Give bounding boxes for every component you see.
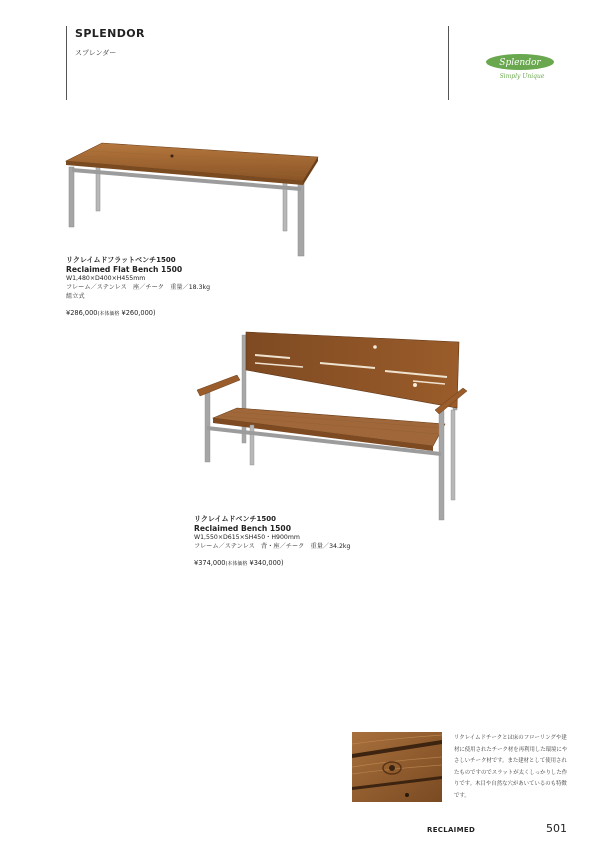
product-bench: [194, 515, 424, 569]
reclaimed-teak-closeup-image: [352, 732, 442, 802]
product-price-note: (本体価格: [97, 311, 120, 317]
product-assembly: 組立式: [66, 293, 85, 300]
bench-with-back-image: [195, 330, 475, 525]
product-price: ¥286,000: [66, 309, 98, 317]
product-price-base: ¥340,000): [249, 559, 284, 567]
product-dimensions: W1,480×D400×H455mm: [66, 275, 146, 282]
product-dimensions: W1,550×D615×SH450・H900mm: [194, 534, 300, 541]
header-divider-left: [66, 26, 67, 100]
header-divider-right: [448, 26, 449, 100]
product-name-ja: リクレイムドベンチ1500: [194, 515, 276, 523]
product-name-en: Reclaimed Bench 1500: [194, 524, 292, 533]
product-price-base: ¥260,000): [121, 309, 156, 317]
product-name-ja: リクレイムドフラットベンチ1500: [66, 256, 176, 264]
product-materials: フレーム／ステンレス 座／チーク 重量／18.3kg: [66, 284, 211, 291]
brand-kana: スプレンダー: [75, 49, 117, 57]
product-price-line: [194, 559, 424, 569]
page-number: 501: [546, 822, 567, 835]
product-materials: フレーム／ステンレス 背・座／チーク 重量／34.2kg: [194, 543, 351, 550]
footer-category: RECLAIMED: [427, 826, 476, 834]
product-name-en: Reclaimed Flat Bench 1500: [66, 265, 183, 274]
logo-main-text: Splendor: [499, 58, 541, 68]
reclaimed-teak-note: リクレイムドチークとは床のフローリングや建材に使用されたチーク材を再利用した環境にやさしいチーク材です。また建材として使用されたものですのでスラットが太くしっかりした作りです。木目や自然な穴があいているのも特徴です。: [454, 735, 568, 799]
product-price: ¥374,000: [194, 559, 226, 567]
brand-title: SPLENDOR: [75, 27, 145, 40]
product-price-line: [66, 309, 266, 319]
splendor-logo: [484, 52, 562, 82]
product-flat-bench: [66, 256, 266, 319]
logo-tagline-text: Simply Unique: [499, 73, 545, 80]
product-price-note: (本体価格: [225, 561, 248, 567]
flat-bench-image: [60, 135, 320, 260]
